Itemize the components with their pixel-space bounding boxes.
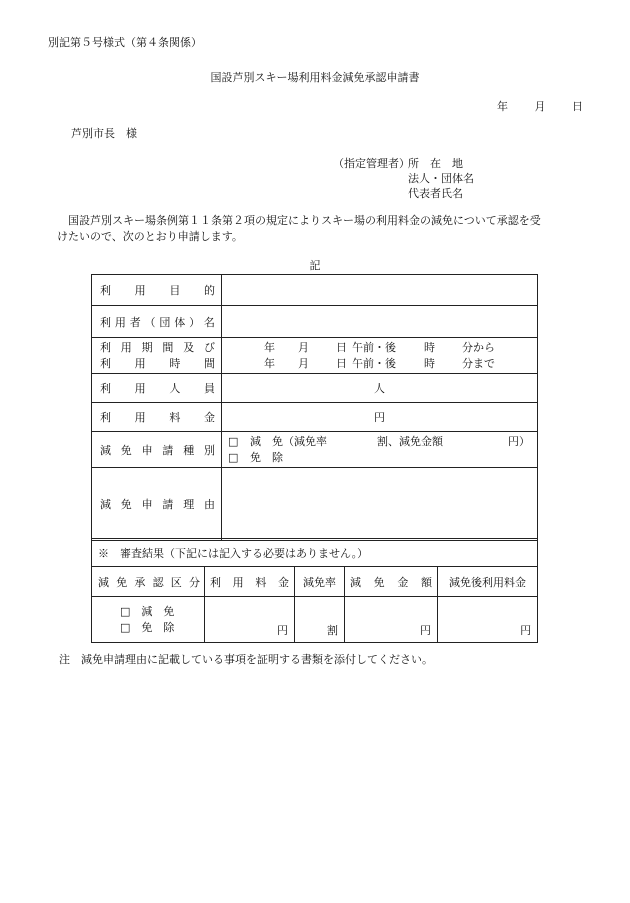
period-label-cell: [92, 338, 222, 374]
date-year: 年: [497, 100, 508, 113]
fee-input[interactable]: [222, 403, 538, 432]
type-options: [222, 432, 538, 468]
people-row: [92, 374, 538, 403]
purpose-label: 利 用 目 的: [100, 284, 215, 297]
review-header-rate: 減免率: [295, 567, 345, 597]
people-label-cell: [92, 374, 222, 403]
review-amount-unit: 円: [420, 624, 431, 637]
review-rate-cell[interactable]: [295, 597, 345, 643]
review-amount-cell[interactable]: [345, 597, 438, 643]
application-table: [91, 274, 538, 541]
reason-label: 減 免 申 請 理 由: [100, 498, 215, 511]
footer-note: 注 減免申請理由に記載している事項を証明する書類を添付してください。: [59, 653, 433, 666]
review-header-row: [92, 567, 538, 597]
address-label[interactable]: 所 在 地: [408, 157, 463, 170]
review-option-reduction[interactable]: □ 減 免: [120, 604, 175, 618]
review-header-amount: 減 免 金 額: [345, 567, 438, 597]
review-header-after-fee: 減免後利用料金: [438, 567, 538, 597]
people-unit: 人: [374, 382, 385, 395]
type-option-reduction[interactable]: □ 減 免（減免率 割、減免金額 円）: [228, 434, 530, 448]
review-header-fee: 利 用 料 金: [205, 567, 295, 597]
period-label-2: 利 用 時 間: [100, 356, 215, 370]
review-table: [91, 538, 538, 643]
ki-heading: 記: [309, 259, 321, 272]
period-row: [92, 338, 538, 374]
date-line[interactable]: [497, 98, 583, 114]
page-title: 国設芦別スキー場利用料金減免承認申請書: [210, 71, 420, 84]
date-day: 日: [572, 100, 583, 113]
body-line-1: 国設芦別スキー場条例第１１条第２項の規定によりスキー場の利用料金の減免について承認を受: [68, 214, 541, 227]
period-from: 年 月 日 午前・後 時 分から: [264, 340, 495, 354]
fee-row: [92, 403, 538, 432]
user-row: [92, 306, 538, 338]
org-name-label[interactable]: 法人・団体名: [408, 172, 474, 185]
body-line-2: けたいので、次のとおり申請します。: [57, 230, 243, 243]
period-to: 年 月 日 午前・後 時 分まで: [264, 356, 495, 370]
review-header-category: 減 免 承 認 区 分: [92, 567, 205, 597]
form-id: 別記第５号様式（第４条関係）: [48, 36, 202, 49]
reason-input[interactable]: [222, 468, 538, 541]
user-label-cell: [92, 306, 222, 338]
fee-unit: 円: [374, 411, 385, 424]
review-note: ※ 審査結果（下記には記入する必要はありません。）: [92, 539, 538, 567]
type-row: [92, 432, 538, 468]
people-label: 利 用 人 員: [100, 382, 215, 395]
review-fee-unit: 円: [277, 624, 288, 637]
period-label-1: 利 用 期 間 及 び: [100, 340, 215, 354]
user-input[interactable]: [222, 306, 538, 338]
review-fee-cell[interactable]: [205, 597, 295, 643]
type-label-cell: [92, 432, 222, 468]
review-note-row: [92, 539, 538, 567]
review-category-options: [92, 597, 205, 643]
review-option-exemption[interactable]: □ 免 除: [120, 620, 175, 634]
purpose-input[interactable]: [222, 275, 538, 306]
fee-label-cell: [92, 403, 222, 432]
representative-label[interactable]: 代表者氏名: [408, 187, 463, 200]
user-label: 利 用 者 （ 団 体 ） 名: [100, 315, 215, 329]
review-data-row: [92, 597, 538, 643]
fee-label: 利 用 料 金: [100, 411, 215, 424]
review-after-fee-cell[interactable]: [438, 597, 538, 643]
reason-label-cell: [92, 468, 222, 541]
review-after-fee-unit: 円: [520, 624, 532, 637]
applicant-role: （指定管理者）: [333, 157, 410, 170]
review-rate-unit: 割: [327, 624, 338, 637]
date-month: 月: [534, 100, 546, 113]
addressee: 芦別市長 様: [71, 127, 137, 140]
type-option-exemption[interactable]: □ 免 除: [228, 450, 283, 464]
exemption-checkbox[interactable]: □: [228, 450, 239, 464]
period-input[interactable]: [222, 338, 538, 374]
reason-row: [92, 468, 538, 541]
purpose-row: [92, 275, 538, 306]
type-label: 減 免 申 請 種 別: [100, 443, 215, 457]
reduction-checkbox[interactable]: □: [228, 434, 239, 448]
people-input[interactable]: [222, 374, 538, 403]
purpose-label-cell: [92, 275, 222, 306]
